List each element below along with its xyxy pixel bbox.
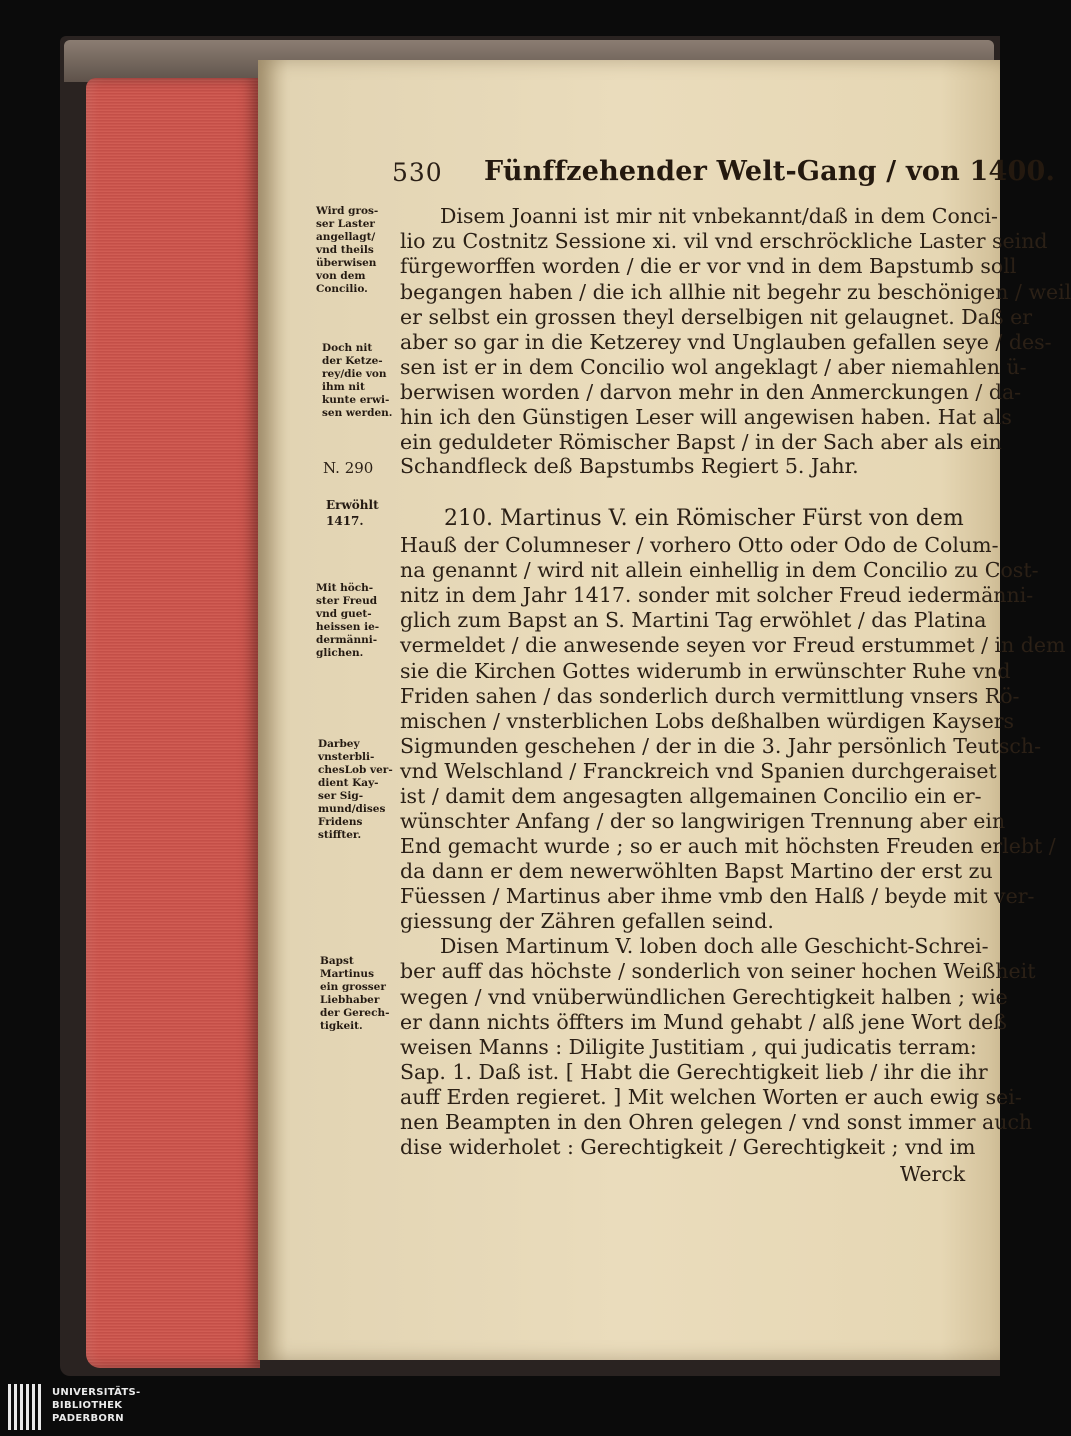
- text-line: ist / damit dem angesagten allgemainen Concilio ein er-: [400, 784, 982, 808]
- text-line: vnd Welschland / Franckreich vnd Spanien durchgeraiset: [400, 759, 997, 783]
- margin-note-line: der Ketze-: [322, 355, 383, 367]
- text-line: sen ist er in dem Concilio wol angeklagt / aber niemahlen ü-: [400, 355, 1027, 379]
- margin-note-line: Martinus: [320, 968, 374, 980]
- margin-note-line: sen werden.: [322, 407, 393, 419]
- margin-note-line: überwisen: [316, 257, 377, 269]
- text-line: aber so gar in die Ketzerey vnd Unglauben gefallen seye / des-: [400, 330, 1052, 354]
- text-line: nen Beampten in den Ohren gelegen / vnd sonst immer auch: [400, 1110, 1033, 1134]
- margin-note-line: Darbey: [318, 738, 360, 750]
- text-line: auff Erden regieret. ] Mit welchen Worten er auch ewig sei-: [400, 1085, 1022, 1109]
- library-logo-text: [52, 1386, 141, 1425]
- margin-note-line: ster Freud: [316, 595, 378, 607]
- text-line: Werck: [900, 1162, 966, 1186]
- book-fore-edge: [86, 78, 260, 1368]
- text-line: wegen / vnd vnüberwündlichen Gerechtigkeit halben ; wie: [400, 985, 1008, 1009]
- text-line: nitz in dem Jahr 1417. sonder mit solcher Freud iedermänni-: [400, 583, 1034, 607]
- margin-note-line: Liebhaber: [320, 994, 380, 1006]
- text-line: mischen / vnsterblichen Lobs deßhalben würdigen Kaysers: [400, 709, 1015, 733]
- margin-note-line: ser Laster: [316, 218, 375, 230]
- margin-note-line: tigkeit.: [320, 1020, 363, 1032]
- margin-note-line: chesLob ver-: [318, 764, 393, 776]
- text-line: ein geduldeter Römischer Bapst / in der Sach aber als ein: [400, 430, 1002, 454]
- text-line: End gemacht wurde ; so er auch mit höchsten Freuden erlebt /: [400, 834, 1056, 858]
- margin-note-line: vnd theils: [316, 244, 374, 256]
- text-line: Sigmunden geschehen / der in die 3. Jahr persönlich Teutsch-: [400, 734, 1042, 758]
- margin-note-line: Erwöhlt: [326, 498, 379, 512]
- footer: [0, 1384, 1000, 1436]
- margin-note: [322, 342, 402, 420]
- margin-note-number: N. 290: [323, 459, 374, 477]
- margin-note-line: dermänni-: [316, 634, 378, 646]
- text-line: wünschter Anfang / der so langwirigen Trennung aber ein: [400, 809, 1006, 833]
- text-line: berwisen worden / darvon mehr in den Anmerckungen / da-: [400, 380, 1022, 404]
- margin-note-line: ein grosser: [320, 981, 386, 993]
- text-line: weisen Manns : Diligite Justitiam , qui judicatis terram:: [400, 1035, 977, 1059]
- library-logo-icon: [8, 1384, 44, 1430]
- margin-note-line: mund/dises: [318, 803, 386, 815]
- margin-note-line: von dem: [316, 270, 366, 282]
- margin-note: [318, 738, 398, 842]
- margin-note-line: Fridens: [318, 816, 363, 828]
- text-line: Friden sahen / das sonderlich durch vermittlung vnsers Rö-: [400, 684, 1020, 708]
- margin-note: [316, 582, 396, 660]
- margin-note-line: Mit höch-: [316, 582, 374, 594]
- text-line: hin ich den Günstigen Leser will angewisen haben. Hat als: [400, 405, 1012, 429]
- margin-note-line: vnd guet-: [316, 608, 372, 620]
- text-line: fürgeworffen worden / die er vor vnd in dem Bapstumb soll: [400, 254, 1017, 278]
- text-line: Füessen / Martinus aber ihme vmb den Halß / beyde mit ver-: [400, 884, 1035, 908]
- text-line: Schandfleck deß Bapstumbs Regiert 5. Jahr.: [400, 454, 859, 478]
- text-line: glich zum Bapst an S. Martini Tag erwöhlet / das Platina: [400, 608, 987, 632]
- text-line: sie die Kirchen Gottes widerumb in erwünschter Ruhe vnd: [400, 659, 1011, 683]
- margin-note-line: Bapst: [320, 955, 354, 967]
- text-line: giessung der Zähren gefallen seind.: [400, 909, 774, 933]
- margin-note: [326, 497, 406, 529]
- logo-line: BIBLIOTHEK: [52, 1400, 123, 1411]
- margin-note-line: glichen.: [316, 647, 364, 659]
- margin-note-line: stiffter.: [318, 829, 362, 841]
- text-line: ber auff das höchste / sonderlich von seiner hochen Weißheit: [400, 959, 1036, 983]
- text-line: Disem Joanni ist mir nit vnbekannt/daß in dem Conci-: [440, 204, 998, 228]
- margin-note-line: ser Sig-: [318, 790, 364, 802]
- margin-note-line: Wird gros-: [316, 205, 379, 217]
- margin-note-line: der Gerech-: [320, 1007, 390, 1019]
- margin-note: [316, 205, 396, 296]
- page-header: [392, 152, 1056, 192]
- text-line: er dann nichts öffters im Mund gehabt / alß jene Wort deß: [400, 1010, 1007, 1034]
- text-line: Hauß der Columneser / vorhero Otto oder Odo de Colum-: [400, 533, 999, 557]
- text-line: Sap. 1. Daß ist. [ Habt die Gerechtigkeit lieb / ihr die ihr: [400, 1060, 988, 1084]
- margin-note-line: angellagt/: [316, 231, 376, 243]
- margin-note-line: heissen ie-: [316, 621, 380, 633]
- running-head: Fünffzehender Welt-Gang / von 1400.: [484, 156, 1056, 187]
- text-line: er selbst ein grossen theyl derselbigen nit gelaugnet. Daß er: [400, 305, 1033, 329]
- text-line: lio zu Costnitz Sessione xi. vil vnd erschröckliche Laster seind: [400, 229, 1048, 253]
- text-line: Disen Martinum V. loben doch alle Geschicht-Schrei-: [440, 934, 989, 958]
- text-line: dise widerholet : Gerechtigkeit / Gerechtigkeit ; vnd im: [400, 1135, 976, 1159]
- margin-note-line: kunte erwi-: [322, 394, 390, 406]
- text-line: vermeldet / die anwesende seyen vor Freud erstummet / in dem: [400, 633, 1066, 657]
- margin-note-line: ihm nit: [322, 381, 365, 393]
- margin-note-line: rey/die von: [322, 368, 387, 380]
- text-line: da dann er dem newerwöhlten Bapst Martino der erst zu: [400, 859, 993, 883]
- logo-line: UNIVERSITÄTS-: [52, 1387, 141, 1398]
- margin-note-line: Concilio.: [316, 283, 368, 295]
- text-line: na genannt / wird nit allein einhellig in dem Concilio zu Cost-: [400, 558, 1039, 582]
- margin-note: [320, 955, 400, 1033]
- logo-line: PADERBORN: [52, 1413, 124, 1424]
- text-line: begangen haben / die ich allhie nit begehr zu beschönigen / weil: [400, 280, 1071, 304]
- margin-note-line: 1417.: [326, 514, 364, 528]
- margin-note-line: Doch nit: [322, 342, 373, 354]
- page-number: 530: [392, 158, 443, 187]
- text-line: 210. Martinus V. ein Römischer Fürst von dem: [444, 506, 964, 531]
- margin-note-line: vnsterbli-: [318, 751, 375, 763]
- margin-note-line: dient Kay-: [318, 777, 379, 789]
